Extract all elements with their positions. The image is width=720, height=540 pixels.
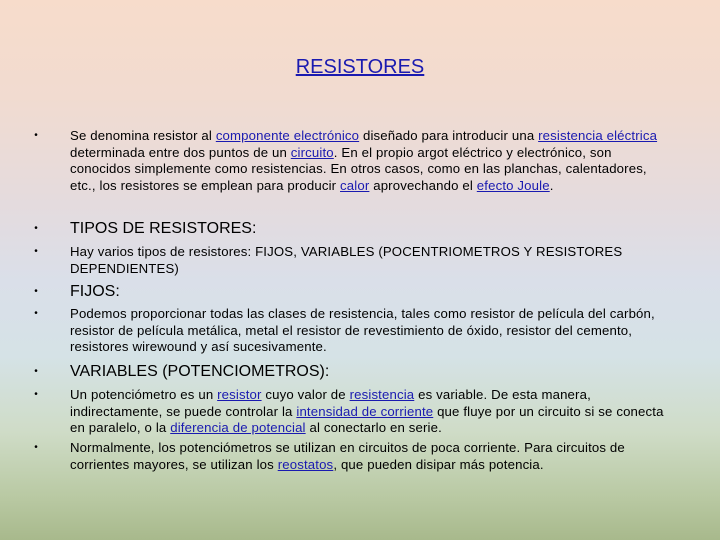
potenciometro-paragraph [70,387,670,437]
fijos-paragraph: Podemos proporcionar todas las clases de resistencia, tales como resistor de película del carbón, resistor de película metálica, metal el resistor de revestimiento de óxido, resistor del cemento, resistores wirewound y así sucesivamente. [70,306,655,355]
bullet-icon: • [34,246,38,257]
text-segment: diseñado para introducir una [359,128,539,143]
text-segment: . En el propio argot eléctrico y electrónico, son conocidos simplemente como resistencias. En otros casos, como en las planchas, calentadores, etc., los resistores se emplean para producir [70,144,647,193]
link-diferencia-de-potencial[interactable]: diferencia de potencial [170,420,306,436]
text-segment: cuyo valor de [261,387,350,402]
bullet-item-potenciometro [30,387,670,437]
text-segment: Un potenciómetro es un [70,387,218,402]
bullet-icon: • [34,442,38,453]
bullet-item-definition [30,128,670,194]
text-segment: Se denomina resistor al [70,128,216,143]
tipos-heading: TIPOS DE RESISTORES: [70,220,257,237]
text-segment: determinada entre dos puntos de un [70,144,291,160]
text-segment: . [549,177,554,193]
link-componente-electronico[interactable]: componente electrónico [215,128,360,143]
text-segment: que fluye por un circuito si se conecta en paralelo, o la [70,403,664,436]
reostatos-paragraph [70,440,670,473]
bullet-item-fijos-heading [30,282,670,302]
bullet-item-tipos-heading [30,219,670,239]
tipos-paragraph: Hay varios tipos de resistores: FIJOS, VARIABLES (POCENTRIOMETROS Y RESISTORES DEPENDIENTES) [70,244,623,276]
bullet-icon: • [34,223,38,234]
fijos-heading: FIJOS: [70,283,120,300]
bullet-item-tipos [30,244,670,277]
bullet-item-reostatos [30,440,670,473]
text-segment: aprovechando el [369,177,477,193]
bullet-icon: • [34,130,38,141]
bullet-icon: • [34,308,38,319]
definition-paragraph [70,128,670,194]
page-title-text: RESISTORES [295,56,425,78]
bullet-icon: • [34,389,38,400]
link-resistencia[interactable]: resistencia [349,387,415,402]
text-segment: Normalmente, los potenciómetros se utilizan en circuitos de poca corriente. Para circuitos de corrientes mayores, se utilizan los [70,440,625,472]
bullet-item-fijos [30,306,670,356]
link-resistor[interactable]: resistor [217,387,262,402]
bullet-item-variables-heading [30,362,670,382]
page-title [0,56,720,79]
bullet-icon: • [34,366,38,377]
text-segment: es variable. De esta manera, indirectamente, se puede controlar la [70,387,591,419]
text-segment: , que pueden disipar más potencia. [333,456,544,472]
variables-heading: VARIABLES (POTENCIOMETROS): [70,363,330,380]
link-calor[interactable]: calor [340,177,370,193]
link-intensidad-de-corriente[interactable]: intensidad de corriente [296,403,434,419]
bullet-icon: • [34,286,38,297]
link-efecto-joule[interactable]: efecto Joule [476,177,550,193]
link-reostatos[interactable]: reostatos [277,456,334,472]
link-resistencia-electrica[interactable]: resistencia eléctrica [538,128,658,143]
text-segment: al conectarlo en serie. [305,420,442,436]
link-circuito[interactable]: circuito [290,144,334,160]
